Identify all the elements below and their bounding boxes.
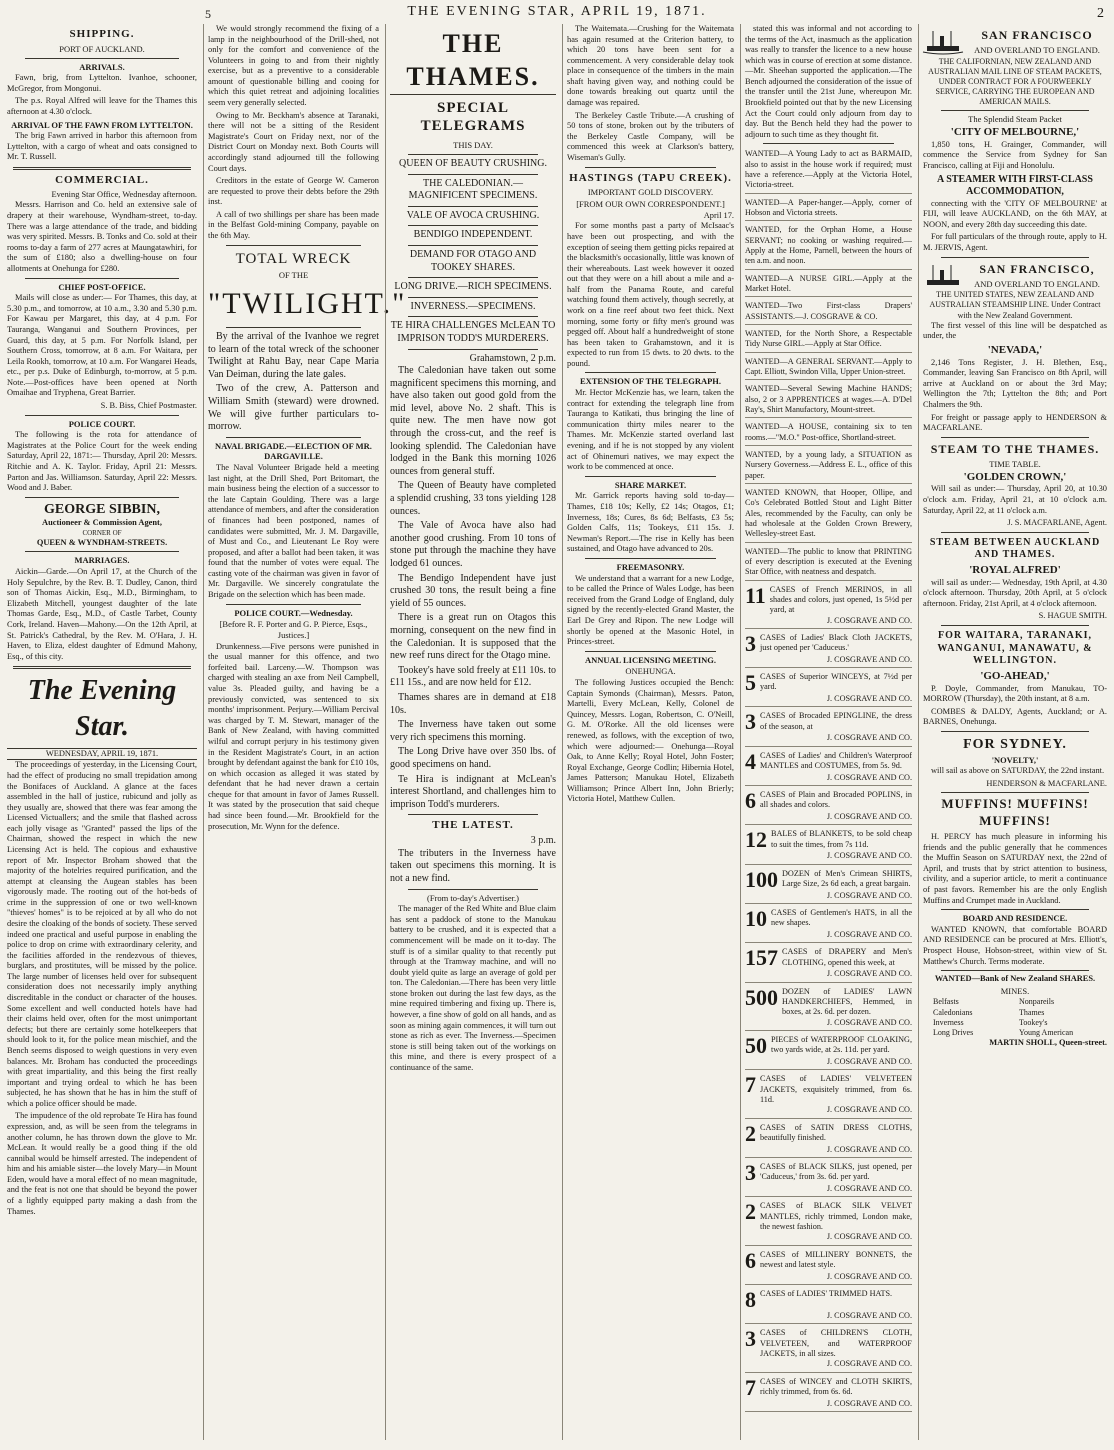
sydney-head: FOR SYDNEY. xyxy=(963,736,1067,752)
goods-ad xyxy=(745,1248,912,1285)
thames-steam-head: STEAM TO THE THAMES. xyxy=(930,441,1100,456)
goods-ad xyxy=(745,1033,912,1070)
goods-ad-quantity: 5 xyxy=(745,670,756,696)
goods-ad-firm: J. COSGRAVE AND CO. xyxy=(826,1311,912,1321)
wanted-ad xyxy=(745,545,912,581)
goods-ad-firm: J. COSGRAVE AND CO. xyxy=(826,1105,912,1115)
goods-ad xyxy=(745,1199,912,1245)
goods-ad-quantity: 50 xyxy=(745,1033,767,1059)
nevada-apply: For freight or passage apply to HENDERSON & MACFARLANE. xyxy=(923,412,1107,433)
thames-text-4: The Bendigo Independent have just crushed 30 tons, the result being a fine yield of 55 ounces. xyxy=(390,572,556,609)
goods-ad-quantity: 3 xyxy=(745,709,756,735)
percy-text: H. PERCY has much pleasure in informing his friends and the public generally that he commences the Muffin Season on SATURDAY next, the 22nd of April, and trusts that by strict attention to business, civility, and a superior article, to merit a continuance of past favors. Remember his are the only English Muffins and Crumpet made in Auckland. xyxy=(923,832,1107,905)
steamship-icon xyxy=(923,28,963,56)
thames-text-1: The Caledonian have taken out some magnificent specimens this morning, and have also taken out good gold from the mid level, above No. 2 shaft. This is quite new. The men have now got through the cross-cut, and the reef is looking splendid. The Caledonian have lodged in the Bank this morning 1026 ounces from general stuff. xyxy=(390,365,556,477)
berkeley-text: The Berkeley Castle Tribute.—A crushing of 50 tons of stone, broken out by the tributers of the Berkeley Castle Company, will be commenced this week at Clarkson's battery, Wiseman's Gully. xyxy=(567,110,734,162)
goods-ad-quantity: 2 xyxy=(745,1120,756,1146)
column-1 xyxy=(3,24,201,1440)
goods-ad-text: CASES of Brocaded EPINGLINE, the dress of the season, at xyxy=(760,711,912,731)
goods-ad xyxy=(745,1287,912,1324)
thames-text-8: The Inverness have taken out some very rich specimens this morning. xyxy=(390,719,556,743)
licensing-text: stated this was informal and not according to the terms of the Act, inasmuch as the application was really to transfer the licence to a new house which was in course of erection at some distance.—Mr. Sheehan supported the application.—The Bench adjourned the consideration of the issue of the transfer until the 21st June, whereupon Mr. Brookfield pointed out that by the new Licensing Act the Court could only adjourn from day to day. But the Bench held they had the power to adjourn to such time as they thought fit. xyxy=(745,24,912,139)
goods-ad-text: CASES of Ladies' Black Cloth JACKETS, just opened per 'Caduceus.' xyxy=(760,632,912,653)
wanted-ad xyxy=(745,223,912,269)
thames-text-2: The Queen of Beauty have completed a splendid crushing, 33 tons yielding 128 ounces. xyxy=(390,480,556,517)
wanted-ad-text: WANTED—A Young Lady to act as BARMAID, also to assist in the house work if required; must have a reference.—Apply at the Victoria Hotel, Victoria-street. xyxy=(745,149,912,190)
nevada-detail: 2,146 Tons Register, J. H. Blethen, Esq., Commander, leaving San Francisco on 8th April, will arrive at Auckland on or about the 3rd May; Wellington the 7th; Lyttelton the 8th; and Port Chalmers the 9th. xyxy=(923,357,1107,409)
goods-ad-quantity: 10 xyxy=(745,906,767,932)
goods-ad-quantity: 3 xyxy=(745,630,756,656)
headline-1: QUEEN OF BEAUTY CRUSHING. xyxy=(399,157,547,169)
wanted-ad-text: WANTED—Several Sewing Machine HANDS; also, 2 or 3 APPRENTICES at wages.—A. D'Del Ray's, Shirt Manufactory, Mount-street. xyxy=(745,384,912,414)
wanted-ad xyxy=(745,486,912,543)
sf-head: SAN FRANCISCO xyxy=(981,28,1093,42)
goods-ad-firm: J. COSGRAVE AND CO. xyxy=(826,812,912,822)
headline-3: VALE OF AVOCA CRUSHING. xyxy=(406,209,540,221)
share-text: Mr. Garrick reports having sold to-day—Thames, £18 10s; Kelly, £2 14s; Otagos, £1; Inverness, 18s; Cures, 8s 6d; Belfasts, £3 5s; Golden Calfs, 11s; Tookeys, £11 15s. J. Newman's Report.—The rise in Kelly has been sustained, and Otago have advanced to 20s. xyxy=(567,491,734,554)
beckham-text: Owing to Mr. Beckham's absence at Taranaki, there will not be a sitting of the Resident Magistrate's Court on Friday next, nor of the District Court on Monday next. Both Courts will accordingly stand adjourned till the following Court days. xyxy=(208,110,379,173)
goods-ad-quantity: 8 xyxy=(745,1287,756,1313)
latest-time: 3 p.m. xyxy=(530,835,556,847)
goods-ad-firm: J. COSGRAVE AND CO. xyxy=(826,772,912,782)
goods-ad-text: CASES of Superior WINCEYS, at 7½d per yard. xyxy=(760,672,912,692)
mines-list xyxy=(923,997,1107,1037)
headline-2: THE CALEDONIAN.—MAGNIFICENT SPECIMENS. xyxy=(408,177,538,202)
goods-ad-text: PIECES of WATERPROOF CLOAKING, two yards wide, at 2s. 11d. per yard. xyxy=(771,1035,912,1055)
police-court-head: POLICE COURT.—Wednesday. xyxy=(234,607,353,618)
go-ahead-text: P. Doyle, Commander, from Manukau, TO-MORROW (Thursday), the 20th instant, at 8 a.m. xyxy=(923,683,1107,704)
melbourne-ship: 'CITY OF MELBOURNE,' xyxy=(950,125,1080,138)
wanted-ad xyxy=(745,448,912,484)
commercial-text: Messrs. Harrison and Co. held an extensive sale of drapery at their warehouse, Wyndham-street, to-day. There was a large attendance of the trade, and bidding was very spirited. Messrs. B. Tonks and Co. sold at their rooms to-day a farm of 277 acres at Maungatawhiri, for the sum of £180; also a dwelling-house on four allotments at Onehunga for £280. xyxy=(7,200,197,273)
editorial: The proceedings of yesterday, in the Licensing Court, had the effect of producing no small trepidation among the Bonifaces of Auckland. A glance at the faces assembled in the hall of justice, rubicund and jolly as they usually are, showed that there was fear among the Licensed Victuallers; and the smile that flashed across each jolly visage as "Granted" passed the lips of the Chairman, showed the respect in which the new Licensing Act is held. The copious and exhaustive report of Mr. Inspector Broham showed that the majority of the hotelries required purification, and the attempt at cleansing the Augean stables has been vigorously made. The rooting out of the hot-beds of crime in the suppression of one or two well-known "thieves' homes" is to be rejoiced at by all who do not desire the cloaking of the bonds of society. These served indeed one practical and useful purpose in enabling the police to drop on crime with extraordinary celerity, and the facilities afforded in the rendezvous of thieves, burglars, and prostitutes, will be missed by the police. The large number of licenses held over for subsequent consideration does not necessarily imply anything discreditable in the conduct or character of the houses. Some excellent and well conducted hotels have had their claims held over, often for the most unimportant defects; but there are certainly some hotelkeepers that should look to it, for the police mean mischief, and the Bench seems disposed to weigh questions in very even balances. Mr. Broham has conducted the proceedings with great impartiality, and this being the first really important and trying ordeal to which he has been subjected, he has shown that he has in him the stuff of which a police officer should be made. xyxy=(7,760,197,1108)
telegraph-head: EXTENSION OF THE TELEGRAPH. xyxy=(579,376,722,387)
goods-ad xyxy=(745,1121,912,1158)
goods-ad xyxy=(745,985,912,1031)
marriages-text: Aickin—Garde.—On April 17, at the Church of the Holy Sepulchre, by the Rev. B. T. Dudley, Canon, third son of Thomas Aickin, Esq., M.D., Birmingham, to Elizabeth Mitchell, youngest daughter of the late Thomas Garde, Esq., M.D., of Castle Tarbet, County Cork, Ireland. Haven—Mahony.—On the 12th April, at St. Patrick's Cathedral, by the Rev. M. O'Hara, J. H. Haven, to Eliza, eldest daughter of Edmund Mahony, Esq., of this city. xyxy=(7,567,197,661)
call-text: A call of two shillings per share has been made in the Belfast Gold-mining Company, payable on the 6th May. xyxy=(208,209,379,240)
sibbin-corner: CORNER OF xyxy=(82,528,122,537)
goods-ad xyxy=(745,709,912,746)
shipping-head: SHIPPING. xyxy=(69,28,135,40)
sibbin-name: GEORGE SIBBIN, xyxy=(44,501,160,517)
goods-ad xyxy=(745,867,912,904)
mine-item: Belfasts xyxy=(933,997,959,1007)
police-court-text: Drunkenness.—Five persons were punished in the usual manner for this offence, and two forfeited bail. Larceny.—W. Thompson was charged with stealing an axe from Neil Campbell, value 3s. Pleaded guilty, and having be a previously convicted, was sentenced to six months' imprisonment. Perjury.—William Percival was charged by T. M. Stewart, manager of the Bank of New Zealand, with having committed wilful and corrupt perjury in his testimony given in the Resident Magistrate's Court, in an action brought by defendant against the bank for £10 10s, on which occasion as alleged it was stated by defendant that he had never drawn a certain cheque for that amount in favor of James Russell. It was stated by the prosecution that said cheque had since been found.—Mr. Brookfield for the prosecution, Mr. Wynn for the defence. xyxy=(208,641,379,831)
goods-ad xyxy=(745,1326,912,1372)
goods-ad xyxy=(745,788,912,825)
corner-mark: 2 xyxy=(1097,6,1106,21)
goods-ad-quantity: 500 xyxy=(745,984,778,1010)
column-2 xyxy=(203,24,407,1440)
goods-ad-text: BALES of BLANKETS, to be sold cheap to suit the times, from 7s 11d. xyxy=(771,829,912,849)
goods-ad-firm: J. COSGRAVE AND CO. xyxy=(826,1017,912,1027)
nevada-ship: 'NEVADA,' xyxy=(987,343,1043,356)
wanted-ad xyxy=(745,420,912,446)
alfred-text: The p.s. Royal Alfred will leave for the Thames this afternoon at 4.30 o'clock. xyxy=(7,96,197,116)
telegraph-text: Mr. Hector McKenzie has, we learn, taken the contract for extending the telegraph line from Tauranga to Katikati, thus bringing the line of communication thirty miles nearer to the Thames. Mr. McKenzie started overland last evening, and if he is not stopped by any violent act of Ohinemuri natives, we may expect the work to be commenced at once. xyxy=(567,388,734,472)
paper-title: The Evening Star. xyxy=(27,675,177,742)
sf-text: THE CALIFORNIAN, NEW ZEALAND AND AUSTRALIAN MAIL LINE OF STEAM PACKETS, UNDER CONTRACT FOR A FOURWEEKLY SERVICE, CARRYING THE EUROPEAN AND AMERICAN MAILS. xyxy=(928,56,1102,107)
column-4 xyxy=(562,24,738,1440)
headline-7: INVERNESS.—SPECIMENS. xyxy=(410,300,536,312)
goods-ad-quantity: 6 xyxy=(745,1247,756,1273)
column-3 xyxy=(385,24,560,1440)
wanted-ad xyxy=(745,327,912,353)
wanted-ad xyxy=(745,382,912,418)
goods-ad-text: DOZEN of LADIES' LAWN HANDKERCHIEFS, Hemmed, in boxes, at 2s. 6d. per dozen. xyxy=(782,986,912,1017)
steamer-text: connecting with the 'CITY OF MELBOURNE' at FIJI, will leave AUCKLAND, on the 6th MAY, at NOON, and every 28th day succeeding this date. xyxy=(923,198,1107,229)
goods-ad-firm: J. COSGRAVE AND CO. xyxy=(826,1359,912,1369)
goods-ad-firm: J. COSGRAVE AND CO. xyxy=(826,1057,912,1067)
goods-ad-text: CASES of Gentlemen's HATS, in all the new shapes. xyxy=(771,908,912,928)
annual-text: The following Justices occupied the Bench: Captain Symonds (Chairman), Messrs. Paton, Martelli, Every McLean, Kelly, Colonel de Quincey, Messrs. Logan, Robertson, C. O'Neill, G. M. O'Rorke. All the old licenses were renewed, as follows, with the exception of two, which were adjourned:— Onehunga—Royal Oak, to Anne Kelly; Royal Hotel, John Foster; Royal Exchange, George Codlin; Hibernia Hotel, James Patterson; Manukau Hotel, Elizabeth Williamson; Prince Albert Inn, John Brierly; Victoria Hotel, Matthew Cullen. xyxy=(567,678,734,804)
goods-ad-firm: J. COSGRAVE AND CO. xyxy=(826,1398,912,1408)
mines-label: MINES. xyxy=(1000,985,1030,996)
goods-ad-quantity: 2 xyxy=(745,1199,756,1225)
wanted-ad-text: WANTED—A GENERAL SERVANT.—Apply to Capt. Elliott, Swindon Villa, Upper Union-street. xyxy=(745,356,912,376)
sf-sub: AND OVERLAND TO ENGLAND. xyxy=(974,45,1100,56)
goods-ad xyxy=(745,945,912,982)
wreck-of: OF THE xyxy=(278,270,309,281)
wanted-ad xyxy=(745,355,912,381)
thames-text-3: The Vale of Avoca have also had another good crushing. From 10 tons of stone put through the machine they have lodged 61 ounces. xyxy=(390,520,556,570)
nevada-text: The first vessel of this line will be despatched as under, the xyxy=(923,320,1107,341)
wanted-ad-text: WANTED—The public to know that PRINTING of every description is executed at the Evening Star Office, with neatness and despatch. xyxy=(745,546,912,577)
police-text: The following is the rota for attendance of Magistrates at the Police Court for the week ending Saturday, April 22, 1871:— Thursday, April 20: Messrs. Ritchie and A. K. Taylor. Friday, April 21: Messrs. Parton and Jas. Williamson. Saturday, April 22: Messrs. Wood and J. Baber. xyxy=(7,430,197,493)
goods-ad-quantity: 4 xyxy=(745,748,756,774)
steamship-icon-2 xyxy=(923,262,963,290)
port-head: PORT OF AUCKLAND. xyxy=(59,43,145,54)
goods-ad-firm: J. COSGRAVE AND CO. xyxy=(826,930,912,940)
goods-ad-firm: J. COSGRAVE AND CO. xyxy=(826,615,912,625)
masthead xyxy=(0,0,1114,24)
mine-item: Caledonians xyxy=(933,1007,973,1017)
sibbin-trade: Auctioneer & Commission Agent, xyxy=(42,518,162,528)
goods-ad-firm: J. COSGRAVE AND CO. xyxy=(826,969,912,979)
wanted-ad xyxy=(745,299,912,325)
wanted-ad xyxy=(745,147,912,193)
board-text: WANTED KNOWN, that comfortable BOARD AND RESIDENCE can be procured at Mrs. Elliott's, Prospect House, Hobson-street, within view of St. Matthew's Church. Terms moderate. xyxy=(923,924,1107,966)
goods-ad-quantity: 11 xyxy=(745,582,766,608)
fawn-head: ARRIVAL OF THE FAWN FROM LYTTELTON. xyxy=(11,119,193,130)
headline-4: BENDIGO INDEPENDENT. xyxy=(413,229,533,241)
hastings-text: For some months past a party of McIsaac's have been out prospecting, and with the exception of seeing them getting picks repaired at the blacksmith's occasionally, little was known of their whereabouts. Last week however it oozed out that they were on a hill about a mile and a-half from the Panama Route, and careful watching found them actively, though secretly, at work on a fine reef about two feet thick. Next morning, some forty or fifty men's ground was pegged off. About half a hundredweight of stone has been taken to Grahamstown, and it is expected to run from 15 dwts. to 20 dwts. to the pound. xyxy=(567,221,734,368)
goods-ad-text: CASES of BLACK SILK VELVET MANTLES, richly trimmed, London make, the newest fashion. xyxy=(760,1201,912,1232)
goods-ad-firm: J. COSGRAVE AND CO. xyxy=(826,1232,912,1242)
thames-text-6: Tookey's have sold freely at £11 10s. to £11 15s., and are now held for £12. xyxy=(390,664,556,689)
hastings-head: HASTINGS (TAPU CREEK). xyxy=(569,171,732,184)
commercial-head: COMMERCIAL. xyxy=(55,174,149,187)
goods-ad xyxy=(745,1160,912,1197)
goods-ad-text: CASES of SATIN DRESS CLOTHS, beautifully finished. xyxy=(760,1122,912,1143)
go-ahead-agent: COMBES & DALDY, Agents, Auckland; or A. BARNES, Onehunga. xyxy=(923,706,1107,727)
go-ahead: 'GO-AHEAD,' xyxy=(980,669,1050,682)
mine-item: Young American xyxy=(1019,1027,1074,1037)
wanted-ad-text: WANTED, for the Orphan Home, a House SERVANT; no cooking or washing required.—Apply at the Home, Parnell, between the hours of ten a.m. and noon. xyxy=(745,225,912,266)
golden-crown-text: Will sail as under:— Thursday, April 20, at 10.30 o'clock a.m. Friday, April 21, at 10 o'clock a.m. Saturday, April 22, at 11 o'clock a.m. xyxy=(923,484,1107,515)
hastings-corr: [FROM OUR OWN CORRESPONDENT.] xyxy=(576,199,725,210)
goods-ad-quantity: 100 xyxy=(745,866,778,892)
masthead-title: THE EVENING STAR, APRIL 19, 1871. xyxy=(407,4,707,19)
mine-item: Thames xyxy=(1019,1007,1045,1017)
goods-ad xyxy=(745,631,912,668)
naval-text: The Naval Volunteer Brigade held a meeting last night, at the Drill Shed, Port Britomart, the main business being the election of a successor to the late Captain Goulding. There was a large attendance of members, and after the consideration of finances had been postponed, names of candidates were submitted, Mr. J. M. Dargaville, of Must and Co., and Lieutenant Le Roy were proposed, and after a ballot had been taken, it was found that the number of votes were equal. The casting vote of the chairman was given in favor of Mr. Dargaville. We sincerely congratulate the Brigade on the selection which has been made. xyxy=(208,463,379,600)
novelty: 'NOVELTY,' xyxy=(991,755,1039,765)
naval-head: NAVAL BRIGADE.—ELECTION OF MR. DARGAVILLE. xyxy=(215,440,372,462)
mine-item: Tookey's xyxy=(1019,1017,1048,1027)
latest-text: The tributers in the Inverness have taken out specimens this morning. It is not a new find. xyxy=(390,847,556,884)
royal-alfred-agent: S. HAGUE SMITH. xyxy=(1038,611,1107,621)
royal-alfred: 'ROYAL ALFRED' xyxy=(969,563,1061,576)
headline-5: DEMAND FOR OTAGO AND TOOKEY SHARES. xyxy=(409,248,537,273)
waitemata-text: The Waitemata.—Crushing for the Waitemata has again resumed at the Criterion battery, to which 20 tons have been sent for a commencement. A very considerable delay took place in consequence of the timbers in the main shaft having given way, and nothing could be done towards breaking out quartz until the damage was repaired. xyxy=(567,24,734,108)
steamer-head: A STEAMER WITH FIRST-CLASS ACCOMMODATION, xyxy=(937,173,1093,198)
wanted-ads xyxy=(745,147,912,580)
golden-crown-agent: J. S. MACFARLANE, Agent. xyxy=(1007,518,1107,528)
steamer-apply: For full particulars of the through route, apply to H. M. JERVIS, Agent. xyxy=(923,232,1107,252)
goods-ad-quantity: 3 xyxy=(745,1160,756,1186)
fawn-text: The brig Fawn arrived in harbor this afternoon from Lyttelton, with a cargo of wheat and oats consigned to Mr. T. Russell. xyxy=(7,131,197,162)
sibbin-streets: QUEEN & WYNDHAM-STREETS. xyxy=(36,537,168,547)
goods-ad-quantity: 7 xyxy=(745,1072,756,1098)
wanted-ad-text: WANTED KNOWN, that Hooper, Ollipe, and Co's Celebrated Bottled Stout and Light Bitter Ales, recommended by the Faculty, can only be had wholesale at the Golden Crown Brewery, Wellesley-street East. xyxy=(745,487,912,539)
wanted-ad xyxy=(745,196,912,222)
annual-sub: ONEHUNGA. xyxy=(625,666,676,677)
board-head: BOARD AND RESIDENCE. xyxy=(962,913,1068,924)
column-5 xyxy=(740,24,916,1440)
police-court-sub: [Before R. F. Porter and G. P. Pierce, Esqs., Justices.] xyxy=(219,619,368,641)
paper-date: WEDNESDAY, APRIL 19, 1871. xyxy=(7,748,197,761)
headline-6: LONG DRIVE.—RICH SPECIMENS. xyxy=(394,281,552,293)
goods-ad-quantity: 157 xyxy=(745,945,778,971)
latest-head: THE LATEST. xyxy=(432,819,514,832)
wreck-text-2: Two of the crew, A. Patterson and William Smith (steward) were drowned. We will give further particulars to-morrow. xyxy=(208,383,379,433)
hastings-date: April 17. xyxy=(703,210,734,220)
sf2-sub: AND OVERLAND TO ENGLAND. xyxy=(974,278,1100,289)
goods-ad-firm: J. COSGRAVE AND CO. xyxy=(826,851,912,861)
goods-ad-text: CASES of MILLINERY BONNETS, the newest and latest style. xyxy=(760,1249,912,1270)
thames-text-9: The Long Drive have over 350 lbs. of good specimens on hand. xyxy=(390,746,556,770)
sydney-agent: HENDERSON & MACFARLANE. xyxy=(986,778,1107,788)
annual-head: ANNUAL LICENSING MEETING. xyxy=(584,654,717,665)
postmaster: S. B. Biss, Chief Postmaster. xyxy=(100,400,197,410)
goods-ad xyxy=(745,827,912,864)
twilight-head: "TWILIGHT." xyxy=(208,287,407,321)
share-head: SHARE MARKET. xyxy=(614,479,687,490)
wanted-ad-text: WANTED—A NURSE GIRL.—Apply at the Market Hotel. xyxy=(745,273,912,293)
between-head: STEAM BETWEEN AUCKLAND AND THAMES. xyxy=(929,536,1101,561)
wanted-ad xyxy=(745,272,912,298)
thames-text-7: Thames shares are in demand at £18 10s. xyxy=(390,691,556,716)
packet-label: The Splendid Steam Packet xyxy=(968,114,1062,125)
goods-ad-firm: J. COSGRAVE AND CO. xyxy=(826,1271,912,1281)
creditors-text: Creditors in the estate of George W. Cameron are requested to prove their debts before the 29th inst. xyxy=(208,176,379,207)
wreck-text: By the arrival of the Ivanhoe we regret to learn of the total wreck of the schooner Twilight at Rahu Bay, near Cape Maria Van Deiman, during the late gales. xyxy=(208,330,379,380)
goods-ad xyxy=(745,1072,912,1118)
hastings-sub: IMPORTANT GOLD DISCOVERY. xyxy=(587,187,714,198)
wanted-ad-text: WANTED, for the North Shore, a Respectable Tidy Nurse GIRL.—Apply at Star Office. xyxy=(745,328,912,349)
commercial-dateline: Evening Star Office, Wednesday afternoon. xyxy=(51,189,197,199)
goods-ad-firm: J. COSGRAVE AND CO. xyxy=(826,694,912,704)
wanted-ad-text: WANTED—A HOUSE, containing six to ten rooms.—"M.O." Post-office, Shortland-street. xyxy=(745,422,912,442)
mason-text: We understand that a warrant for a new Lodge, to be called the Prince of Wales Lodge, has been received from the Grand Lodge of England, duly signed by the recently-elected Grand Master, the Earl De Grey and Ripon. The new Lodge will shortly be opened at the Masonic Hotel, in Princes-street. xyxy=(567,573,734,647)
post-text: Mails will close as under:— For Thames, this day, at 5.30 p.m., and tomorrow, at 10 a.m., 3.30 and 5.30 p.m. For Kawau per Margaret, this day, at 4 p.m. For Tauranga, Wanganui and Southern Provinces, per Guard, this day, at 5 p.m. For Norfolk Island, per Southern Cross, tomorrow, at 8 a.m. For Waitara, per Leila Rookh, tomorrow, at 10 a.m. For Wangarei Heads, etc., per p.s. Duke of Edinburgh, to-morrow, at 5 p.m. Note.—Post-offices have been opened at North Omaihae and Tryphena, Great Barrier. xyxy=(7,293,197,398)
dateline: Grahamstown, 2 p.m. xyxy=(469,352,556,364)
mine-item: Nonpareils xyxy=(1019,997,1055,1007)
goods-ad-firm: J. COSGRAVE AND CO. xyxy=(826,1144,912,1154)
sf2-text: THE UNITED STATES, NEW ZEALAND AND AUSTRALIAN STEAMSHIP LINE. Under Contract with the New Zealand Government. xyxy=(929,290,1101,320)
goods-ad-quantity: 7 xyxy=(745,1374,756,1400)
police-head: POLICE COURT. xyxy=(68,418,136,429)
post-head: CHIEF POST-OFFICE. xyxy=(58,281,146,292)
editorial-2: The impudence of the old reprobate Te Hira has found expression, and, as will be seen from the telegrams in another column, he has thrown down the glove to Mr. McLean. It would really be a good thing if the old cannibal would be himself arrested. The independent of him and his amiable sister—the lovely Mary—in Mount Eden, would have a moral effect of no mean magnitude, and the feat is not one that should be beyond the power of a lightly equipped party making a dash from the Thames. xyxy=(7,1111,197,1216)
timetable: TIME TABLE. xyxy=(989,458,1041,469)
sydney-text: will sail as above on SATURDAY, the 22nd instant. xyxy=(931,766,1105,776)
thames-head: THE THAMES. xyxy=(390,28,556,95)
column-6 xyxy=(918,24,1111,1440)
goods-ad xyxy=(745,583,912,629)
goods-ad-quantity: 12 xyxy=(745,827,767,853)
goods-ad-text: DOZEN of Men's Crimean SHIRTS, Large Size, 2s 6d each, a great bargain. xyxy=(782,868,912,889)
wanted-ad-text: WANTED—A Paper-hanger.—Apply, corner of Hobson and Victoria streets. xyxy=(745,197,912,217)
mason-head: FREEMASONRY. xyxy=(616,561,685,572)
goods-ad-text: CASES of WINCEY and CLOTH SKIRTS, richly trimmed, from 6s. 6d. xyxy=(760,1376,912,1396)
goods-ad-firm: J. COSGRAVE AND CO. xyxy=(826,733,912,743)
this-day: THIS DAY. xyxy=(453,140,493,151)
goods-ad-text: CASES of LADIES' TRIMMED HATS. xyxy=(760,1289,893,1299)
goods-ads xyxy=(745,583,912,1412)
arrivals-head: ARRIVALS. xyxy=(79,61,125,72)
goods-ad xyxy=(745,906,912,943)
drill-shed-text: We would strongly recommend the fixing of a lamp in the neighbourhood of the Drill-shed, not only for the comfort and convenience of the Volunteers in going to and from their nightly exercise, but as a preventive to a considerable amount of questionable billing and cooing for which this quiet retreat and adjoining localities seem very generally selected. xyxy=(208,24,379,108)
page-number: 5 xyxy=(205,7,213,21)
mine-item: Long Drives xyxy=(933,1027,974,1037)
advertiser-head: (From to-day's Advertiser.) xyxy=(427,892,519,903)
goods-ad-quantity: 3 xyxy=(745,1326,756,1352)
goods-ad-text: CASES of Ladies' and Children's Waterproof MANTLES and COSTUMES, from 5s. 9d. xyxy=(760,750,912,771)
goods-ad-firm: J. COSGRAVE AND CO. xyxy=(826,654,912,664)
goods-ad xyxy=(745,1375,912,1412)
waitara-head: FOR WAITARA, TARANAKI, WANGANUI, MANAWATU, & WELLINGTON. xyxy=(937,630,1093,667)
goods-ad xyxy=(745,670,912,707)
goods-ad-text: CASES of Plain and Brocaded POPLINS, in all shades and colors. xyxy=(760,790,912,810)
goods-ad xyxy=(745,749,912,786)
martin-sholl: MARTIN SHOLL, Queen-street. xyxy=(989,1037,1107,1047)
sf2-head: SAN FRANCISCO, xyxy=(979,261,1095,276)
bank-head: WANTED—Bank of New Zealand SHARES. xyxy=(934,974,1096,984)
wanted-ad-text: WANTED—Two First-class Drapers' ASSISTANTS.—J. COSGRAVE & CO. xyxy=(745,301,912,321)
golden-crown: 'GOLDEN CROWN,' xyxy=(963,470,1067,483)
goods-ad-text: CASES of LADIES' VELVETEEN JACKETS, exquisitely trimmed, from 6s. 11d. xyxy=(760,1074,912,1105)
goods-ad-text: CASES of DRAPERY and Men's CLOTHING, opened this week, at xyxy=(782,947,912,967)
goods-ad-quantity: 6 xyxy=(745,788,756,814)
goods-ad-firm: J. COSGRAVE AND CO. xyxy=(826,890,912,900)
wreck-head: TOTAL WRECK xyxy=(235,250,352,267)
goods-ad-text: CASES of CHILDREN'S CLOTH, VELVETEEN, and WATERPROOF JACKETS, in all sizes. xyxy=(760,1328,912,1359)
thames-text-10: Te Hira is indignant at McLean's interest Shortland, and challenges him to imprison Todd's murderers. xyxy=(390,773,556,810)
marriages-head: MARRIAGES. xyxy=(74,555,130,566)
special-telegrams: SPECIAL TELEGRAMS xyxy=(420,99,526,135)
arrivals-text: Fawn, brig, from Lyttelton. Ivanhoe, schooner, McGregor, from Mongonui. xyxy=(7,73,197,93)
melbourne-text: 1,850 tons, H. Grainger, Commander, will commence the Service from Sydney for San Francisco, calling at Fiji and Honolulu. xyxy=(923,139,1107,170)
headline-8: TE HIRA CHALLENGES McLEAN TO IMPRISON TODD'S MURDERERS. xyxy=(390,320,556,344)
royal-alfred-text: will sail as under:— Wednesday, 19th April, at 4.30 o'clock afternoon. Thursday, 20th April, at 5 o'clock afternoon. Friday, 21st April, at 4 o'clock afternoon. xyxy=(923,577,1107,608)
thames-text-5: There is a great run on Otagos this morning, consequent on the new find in the Caledonian. It is supposed that the new reef runs direct for the Otago mine. xyxy=(390,612,556,662)
goods-ad-text: CASES of BLACK SILKS, just opened, per 'Caduceus,' from 3s. 6d. per yard. xyxy=(760,1162,912,1182)
wanted-ad-text: WANTED, by a young lady, a SITUATION as Nursery Governess.—Address E. L., office of this paper. xyxy=(745,449,912,480)
muffins-head: MUFFINS! MUFFINS! MUFFINS! xyxy=(941,796,1089,828)
goods-ad-firm: J. COSGRAVE AND CO. xyxy=(826,1184,912,1194)
advertiser-text: The manager of the Red White and Blue claim has sent a paddock of stone to the Manukau battery to be crushed, and it is expected that a commencement will be made on it to-day. The stuff is of a similar quality to that recently put through at the Tramway machine, and will no doubt yield quite as large an average of gold per ton. The Caledonian.—There has been very little stone broken out during the last few days, as the mine required timbering and fixing up. There is, however, a fine show of gold on all hands, and as soon as mining again commences, it will turn out stone as rich as ever. The Inverness.—Specimen stone is still being taken out of the workings on this mine, and there is every prospect of a continuance of the same. xyxy=(390,904,556,1072)
goods-ad-text: CASES of French MERINOS, in all shades and colors, just opened, 1s 5½d per yard, at xyxy=(769,584,912,615)
mine-item: Inverness xyxy=(933,1017,964,1027)
